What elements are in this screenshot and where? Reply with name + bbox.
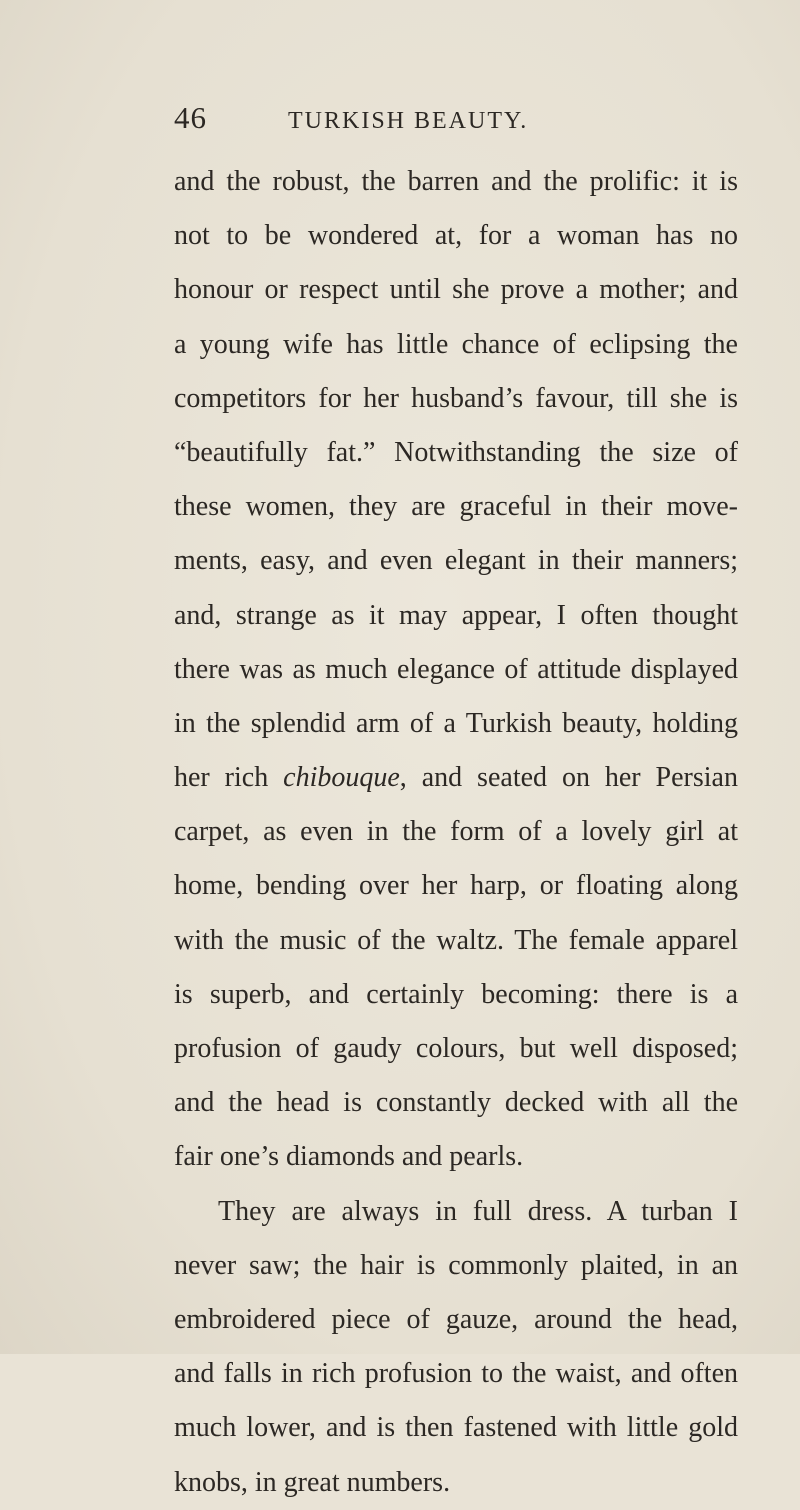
text-line: ments, easy, and even elegant in their manners;: [174, 545, 738, 577]
text-line: “beautifully fat.” Notwithstanding the size of: [174, 436, 738, 468]
text-line: not to be wondered at, for a woman has no: [174, 220, 738, 252]
text-line: much lower, and is then fastened with little gold: [174, 1412, 738, 1444]
page-number: 46: [174, 100, 207, 135]
text-line: competitors for her husband’s favour, till she is: [174, 382, 738, 414]
text-line: carpet, as even in the form of a lovely girl at: [174, 816, 738, 848]
text-line: [174, 751, 738, 805]
text-line: embroidered piece of gauze, around the head,: [174, 1303, 738, 1335]
running-title: TURKISH BEAUTY.: [288, 108, 529, 134]
running-head: [174, 100, 734, 144]
text-line: there was as much elegance of attitude displayed: [174, 653, 738, 685]
text-line: and the head is constantly decked with all the: [174, 1087, 738, 1119]
text-line: and the robust, the barren and the prolific: it is: [174, 166, 738, 197]
text-line: and, strange as it may appear, I often thought: [174, 599, 738, 631]
text-line: profusion of gaudy colours, but well disposed;: [174, 1033, 738, 1064]
text-line: and falls in rich profusion to the waist, and often: [174, 1358, 738, 1390]
text-line: honour or respect until she prove a mother; and: [174, 274, 738, 306]
text-line: fair one’s diamonds and pearls.: [174, 1141, 524, 1173]
text-segment: , and seated on her Persian: [399, 762, 738, 794]
italic-word: chibouque: [283, 762, 400, 794]
text-line: home, bending over her harp, or floating along: [174, 870, 738, 902]
text-line: is superb, and certainly becoming: there is a: [174, 978, 738, 1010]
text-line: knobs, in great numbers.: [174, 1466, 451, 1498]
text-line: never saw; the hair is commonly plaited, in an: [174, 1249, 738, 1281]
text-line: with the music of the waltz. The female apparel: [174, 924, 738, 956]
text-line: these women, they are graceful in their move-: [174, 491, 738, 523]
text-line: They are always in full dress. A turban I: [218, 1195, 738, 1227]
text-line: in the splendid arm of a Turkish beauty, holding: [174, 707, 738, 739]
body-text: [174, 155, 738, 1510]
text-segment: her rich: [174, 762, 284, 794]
text-line: a young wife has little chance of eclipsing the: [174, 328, 738, 360]
